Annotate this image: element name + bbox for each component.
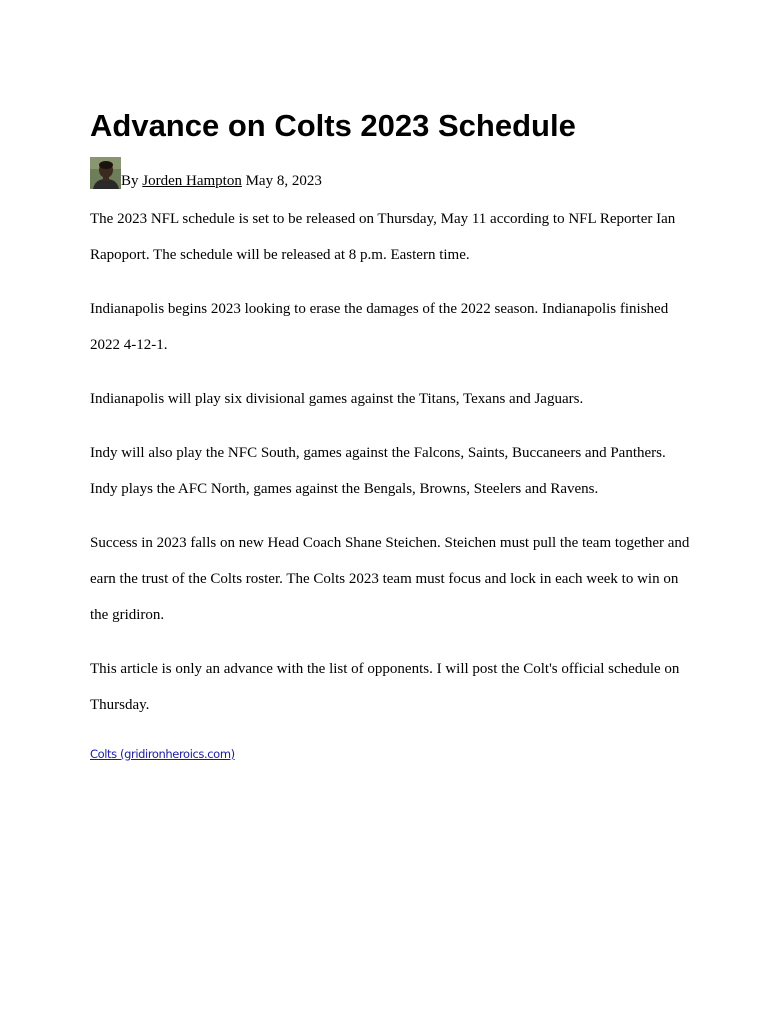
publish-date: May 8, 2023 xyxy=(245,173,322,189)
paragraph: Indianapolis will play six divisional games against the Titans, Texans and Jaguars. xyxy=(90,391,584,407)
byline-prefix: By xyxy=(121,173,139,189)
paragraph: The 2023 NFL schedule is set to be released on Thursday, May 11 according to NFL Reporter Ian Rapoport. The schedule will be released at 8 p.m. Eastern time. xyxy=(90,211,676,263)
author-avatar xyxy=(90,157,121,189)
article-title: Advance on Colts 2023 Schedule xyxy=(90,108,576,143)
paragraph: Indy will also play the NFC South, games against the Falcons, Saints, Buccaneers and Panthers. Indy plays the AFC North, games against the Bengals, Browns, Steelers and Ravens. xyxy=(90,445,666,497)
paragraph: Indianapolis begins 2023 looking to erase the damages of the 2022 season. Indianapolis finished 2022 4-12-1. xyxy=(90,301,669,353)
paragraph: This article is only an advance with the list of opponents. I will post the Colt's official schedule on Thursday. xyxy=(90,661,680,713)
source-link[interactable]: Colts (gridironheroics.com) xyxy=(90,747,235,761)
author-link[interactable]: Jorden Hampton xyxy=(142,173,242,189)
byline-text xyxy=(121,172,322,190)
byline xyxy=(90,157,322,189)
paragraph: Success in 2023 falls on new Head Coach Shane Steichen. Steichen must pull the team together and earn the trust of the Colts roster. The Colts 2023 team must focus and lock in each week to win on the gridiron. xyxy=(90,535,690,623)
article-body xyxy=(90,201,690,741)
